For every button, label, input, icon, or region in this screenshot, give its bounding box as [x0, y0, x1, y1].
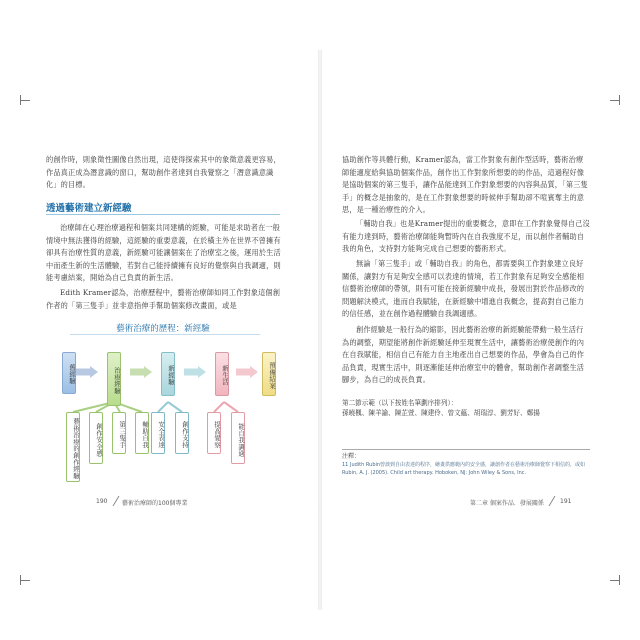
figure-title-rule	[70, 334, 260, 335]
footnote-text	[342, 461, 590, 477]
footnote-number: 11	[342, 462, 349, 468]
diagram-box-new-experience: 新經驗	[161, 352, 175, 396]
left-paragraph-3: Edith Kramer認為，治療歷程中，藝術治療師如同工作對象這個創作者的「第三隻手」並非意指伸手幫助個案修改畫面，或是	[46, 288, 281, 310]
contributors-names: 孫曉楓、陳羊諭、陳芷萱、陳建伶、曾文蘊、胡瑞淳、劉芳好、鄭揚	[342, 409, 540, 417]
footnote-rule	[342, 449, 590, 450]
left-paragraph-1: 的創作時，則象徵性圖像自然出現，這使得探索其中的象徵意義更容易，作品真正成為潛意識的窗口，幫助創作者達到自我覺察之「潛意識意識化」的目標。	[46, 155, 281, 190]
diagram-box-old-experience: 舊經驗	[62, 352, 76, 394]
footer-divider-icon	[548, 496, 556, 506]
right-paragraph-4: 創作經驗是一般行為的縮影，因此藝術治療的新經驗能帶動一般生活行為的調整，期望能將創作新經驗延伸至現實生活中，讓藝術治療使創作的內在自我賦能，相信自己有能力自主地產出自己想要的作品，學會為自己的作品負責，現實生活中，則逐漸能延伸治療室中的體會，幫助創作者調整生活腳步，為自己的成長負責。	[342, 325, 585, 385]
right-page-number: 191	[560, 498, 572, 505]
left-paragraph-2: 治療師在心理治療過程和個案共同建構的經驗，可能是求助者在一般情境中無法獲得的經驗，這經驗的重要意義，在於橫主外在世界不曾擁有卻具有治療性質的意義，新經驗可能讓個案在了治療室之後，運用於生活中而產生新的生活體驗，若對自己能持續擁有良好的覺察與自我調適，則能考慮結案，開始為自己負責的新生活。	[46, 223, 281, 283]
figure-title: 藝術治療的歷程：新經驗	[116, 324, 210, 334]
diagram-box-self-adjustment: 能自我調適	[231, 412, 245, 464]
diagram-box-raise-awareness: 提高覺察	[207, 412, 221, 454]
footnote-body: Judith Rubin曾談到自由表達的程序，繪畫供應範內的安全感，讓創作者在藝術治療師覺察下相信的，或如Rubin, A. J. (2005). Child art therapy. Hoboken, NJ: John Wiley & Sons, Inc.	[342, 462, 586, 476]
crop-mark	[20, 100, 30, 101]
diagram-box-safe-expression: 安全表達	[151, 412, 165, 454]
left-book-title: 藝術治療師的100個專業	[122, 500, 188, 507]
crop-mark	[20, 580, 30, 581]
diagram-box-third-hand: 第三隻手	[112, 412, 126, 454]
right-paragraph-2: 「輔助自我」也是Kramer提出的重要概念，意即在工作對象覺得自己沒有能力達到時，藝術治療師能夠暫時內在自我強度不足，而以創作者輔助自我的角色，支持對方能夠完成自己想要的藝術形式。	[342, 219, 590, 254]
right-paragraph-3: 無論「第三隻手」或「輔助自我」的角色，都需要與工作對象建立良好關係，讓對方有足夠安全感可以表達的情境，若工作對象有足夠安全感能相信藝術治療師的帶領，則有可能在接新經驗中成長，發展出對於作品修改的問題解決模式，進而自我賦能，在新經驗中增進自我概念，提高對自己能力的信任感，並在創作過程體驗自我調適感。	[342, 259, 585, 319]
section-title: 透過藝術建立新經驗	[46, 203, 132, 214]
crop-mark	[619, 95, 620, 105]
diagram-box-prepare-closure: 預備結案	[262, 352, 276, 396]
diagram-box-creative-safety: 創作安全感	[89, 412, 103, 464]
diagram-box-creative-support: 創作支持	[175, 412, 189, 454]
diagram-box-creative-experience: 藝術治療的創作經驗	[66, 412, 80, 482]
contributors-label: 第二節示範（以下按姓名筆劃序排列）：	[342, 399, 458, 407]
left-page-number: 190	[96, 498, 108, 505]
footnote-heading: 注釋：	[342, 453, 361, 460]
book-spine	[318, 50, 322, 610]
crop-mark	[619, 575, 620, 585]
diagram-box-new-life: 新生活	[215, 352, 229, 396]
crop-mark	[20, 575, 21, 585]
section-title-rule	[46, 214, 280, 215]
crop-mark	[20, 95, 21, 105]
diagram-box-auxiliary-ego: 輔助自我	[135, 412, 149, 454]
right-chapter-title: 第二章 個案作品．發展關係	[470, 500, 544, 507]
right-paragraph-1: 協助創作等具體行動，Kramer認為，當工作對象有創作型活時，藝術治療師能適度給與協助個案作品，創作出工作對象所想要的的作品，這過程好像是協助個案的第三隻手，讓作品能達到工作對象想要的內容與品質，「第三隻手」的概念是抽象的，是在工作對象想要的時候伸手幫助卻不喧賓奪主的意思，是一種治療性的介入。	[342, 155, 588, 215]
diagram-box-therapy-experience: 治療經驗	[107, 352, 121, 406]
footer-divider-icon	[112, 496, 120, 506]
